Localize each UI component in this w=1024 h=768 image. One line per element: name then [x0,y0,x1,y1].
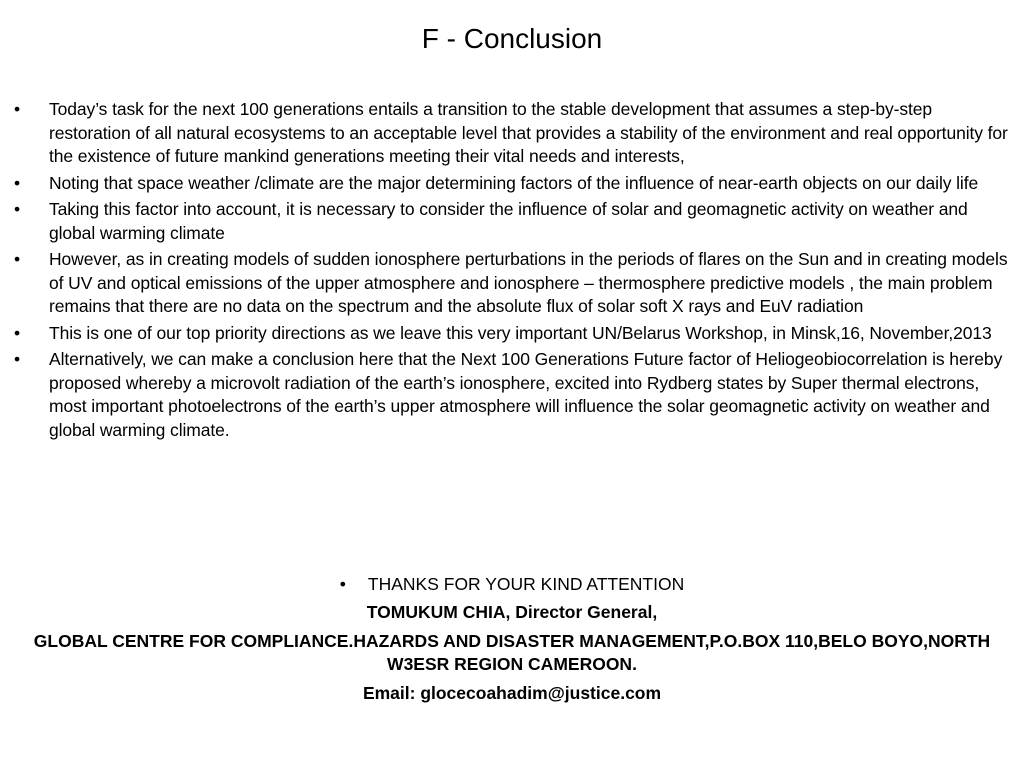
bullet-text: However, as in creating models of sudden ionosphere perturbations in the periods of flares on the Sun and in creating models of UV and optical emissions of the upper atmosphere and ionosphere – thermosphere predictive models , the main problem remains that there are no data on the spectrum and the absolute flux of solar soft X rays and EuV radiation [49,249,1008,316]
bullet-text: This is one of our top priority directions as we leave this very important UN/Belarus Workshop, in Minsk,16, November,2013 [49,322,992,343]
bullet-item [0,248,1024,319]
organization-address: GLOBAL CENTRE FOR COMPLIANCE.HAZARDS AND DISASTER MANAGEMENT,P.O.BOX 110,BELO BOYO,NORTH W3ESR REGION CAMEROON. [33,631,991,674]
bullet-item [0,198,1024,245]
bullet-item [0,98,1024,169]
bullet-icon: • [14,199,21,219]
bullet-list [0,98,1024,445]
contact-email: Email: glocecoahadim@justice.com [362,683,662,703]
bullet-icon: • [14,172,21,193]
bullet-text: Today’s task for the next 100 generations entails a transition to the stable development that assumes a step-by-step restoration of all natural ecosystems to an acceptable level that provides a stability of the environment and real opportunity for the existence of future mankind generations meeting their vital needs and interests, [49,99,1008,166]
thanks-line [0,573,1024,597]
bullet-icon: • [339,574,346,594]
signature-block [20,601,1004,711]
bullet-text: Noting that space weather /climate are the major determining factors of the influence of near-earth objects on our daily life [49,172,979,193]
bullet-item [0,348,1024,442]
thanks-text: THANKS FOR YOUR KIND ATTENTION [367,574,685,594]
bullet-text: Alternatively, we can make a conclusion here that the Next 100 Generations Future factor of Heliogeobiocorrelation is hereby proposed whereby a microvolt radiation of the earth’s ionosphere, excited into Rydberg states by Super thermal electrons, most important photoelectrons of the earth’s upper atmosphere will influence the solar geomagnetic activity on weather and global warming climate. [49,349,1003,440]
bullet-icon: • [14,249,21,269]
bullet-icon: • [14,349,21,369]
slide-title: F - Conclusion [421,23,603,54]
author-name: TOMUKUM CHIA, Director General, [366,602,658,622]
bullet-item [0,172,1024,196]
bullet-icon: • [14,322,21,343]
bullet-icon: • [14,99,21,119]
bullet-item [0,322,1024,346]
bullet-text: Taking this factor into account, it is necessary to consider the influence of solar and geomagnetic activity on weather and global warming climate [49,199,968,243]
